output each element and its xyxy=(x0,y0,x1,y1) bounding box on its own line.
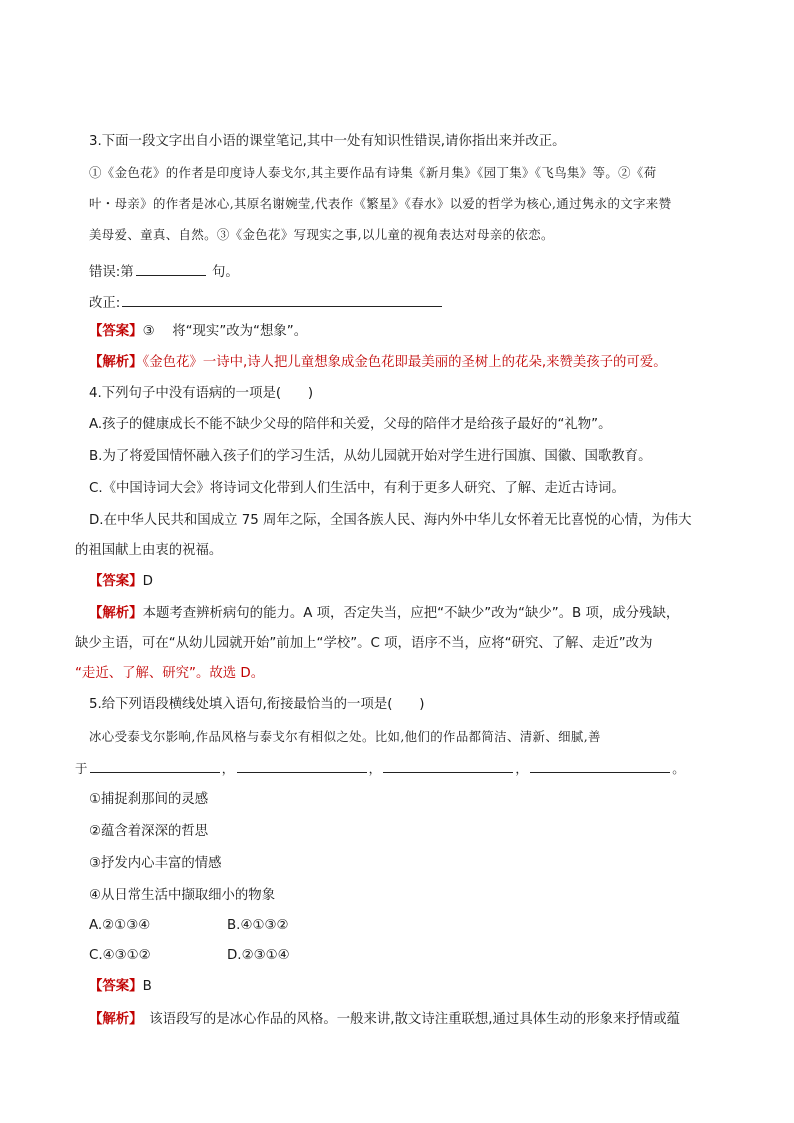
q5-item-4: ④从日常生活中撷取细小的物象 xyxy=(89,888,276,903)
q5-item-3: ③抒发内心丰富的情感 xyxy=(89,856,222,871)
q5-analysis-tag: 【解析】 xyxy=(89,1012,136,1027)
q3-analysis-tag: 【解析】 xyxy=(89,355,143,370)
q4-answer-text: D xyxy=(142,574,153,589)
q4-analysis-line-1 xyxy=(89,604,679,624)
q4-analysis-tag: 【解析】 xyxy=(89,606,143,621)
q5-blank-4[interactable] xyxy=(530,758,670,773)
q3-fix-row xyxy=(89,292,444,314)
q3-answer xyxy=(89,322,307,342)
q5-item-2: ②蕴含着深深的哲思 xyxy=(89,824,209,839)
q5-sep-3: ， xyxy=(515,761,529,776)
q5-answer-tag: 【答案】 xyxy=(89,979,143,994)
q5-analysis xyxy=(89,1010,680,1030)
q5-sep-1: ， xyxy=(221,761,235,776)
q5-sep-2: ， xyxy=(368,761,382,776)
q3-analysis-text: 《金色花》一诗中,诗人把儿童想象成金色花即最美丽的圣树上的花朵,来赞美孩子的可爱。 xyxy=(142,355,667,370)
q3-error-prefix: 错误:第 xyxy=(89,265,134,280)
q4-option-b: B.为了将爱国情怀融入孩子们的学习生活，从幼儿园就开始对学生进行国旗、国徽、国歌教育。 xyxy=(89,449,652,464)
q3-error-row xyxy=(89,261,239,283)
q5-blank-3[interactable] xyxy=(383,758,513,773)
q4-option-a: A.孩子的健康成长不能不缺少父母的陪伴和关爱，父母的陪伴才是给孩子最好的“礼物”。 xyxy=(89,417,612,432)
q5-blank-2[interactable] xyxy=(237,758,367,773)
q4-option-c: C.《中国诗词大会》将诗词文化带到人们生活中，有利于更多人研究、了解、走近古诗词。 xyxy=(89,481,625,496)
q4-option-d-line-2: 的祖国献上由衷的祝福。 xyxy=(75,543,223,558)
q5-option-c: C.④③①② xyxy=(89,948,151,963)
q3-error-blank[interactable] xyxy=(136,261,206,276)
q3-analysis xyxy=(89,353,667,373)
q5-option-d: D.②③①④ xyxy=(227,948,290,963)
q3-error-suffix: 句。 xyxy=(211,265,239,280)
q5-answer xyxy=(89,977,152,997)
q5-option-a: A.②①③④ xyxy=(89,918,151,933)
q5-end: 。 xyxy=(672,761,685,776)
q4-option-d-line-1: D.在中华人民共和国成立 75 周年之际，全国各族人民、海内外中华儿女怀着无比喜悦的心情，为伟大 xyxy=(89,513,692,528)
q4-answer xyxy=(89,572,153,592)
q4-stem: 4.下列句子中没有语病的一项是( ) xyxy=(89,386,314,401)
q5-passage-prefix: 于 xyxy=(75,761,88,776)
q4-analysis-line-3: “走近、了解、研究”。故选 D。 xyxy=(75,666,265,681)
q3-passage-line-2: 叶・母亲》的作者是冰心,其原名谢婉莹,代表作《繁星》《春水》以爱的哲学为核心,通过隽永的文字来赞 xyxy=(89,196,672,211)
q4-analysis-text-1: 本题考查辨析病句的能力。A 项，否定失当，应把“不缺少”改为“缺少”。B 项，成分残缺， xyxy=(142,606,680,621)
q5-passage-line-1: 冰心受泰戈尔影响,作品风格与泰戈尔有相似之处。比如,他们的作品都简洁、清新、细腻,善 xyxy=(89,729,601,744)
q3-fix-blank[interactable] xyxy=(122,292,442,307)
q5-analysis-text: 该语段写的是冰心作品的风格。一般来讲,散文诗注重联想,通过具体生动的形象来抒情或蕴 xyxy=(135,1012,681,1027)
q5-item-1: ①捕捉刹那间的灵感 xyxy=(89,792,209,807)
q4-answer-tag: 【答案】 xyxy=(89,574,143,589)
q3-answer-tag: 【答案】 xyxy=(89,324,143,339)
q5-passage-line-2 xyxy=(75,758,685,779)
q3-fix-prefix: 改正: xyxy=(89,296,121,311)
q3-answer-text: ③ 将“现实”改为“想象”。 xyxy=(142,324,308,339)
q3-passage-line-3: 美母爱、童真、自然。③《金色花》写现实之事,以儿童的视角表达对母亲的依恋。 xyxy=(89,227,554,242)
q5-option-b: B.④①③② xyxy=(227,918,289,933)
q4-analysis-line-2: 缺少主语，可在“从幼儿园就开始”前加上“学校”。C 项，语序不当，应将“研究、了解、走近”改为 xyxy=(75,636,653,651)
q5-answer-text: B xyxy=(142,979,152,994)
q3-passage-line-1: ①《金色花》的作者是印度诗人泰戈尔,其主要作品有诗集《新月集》《园丁集》《飞鸟集》等。②《荷 xyxy=(89,165,657,180)
q5-stem: 5.给下列语段横线处填入语句,衔接最恰当的一项是( ) xyxy=(89,697,425,712)
q3-stem: 3.下面一段文字出自小语的课堂笔记,其中一处有知识性错误,请你指出来并改正。 xyxy=(89,134,566,149)
q5-blank-1[interactable] xyxy=(90,758,220,773)
